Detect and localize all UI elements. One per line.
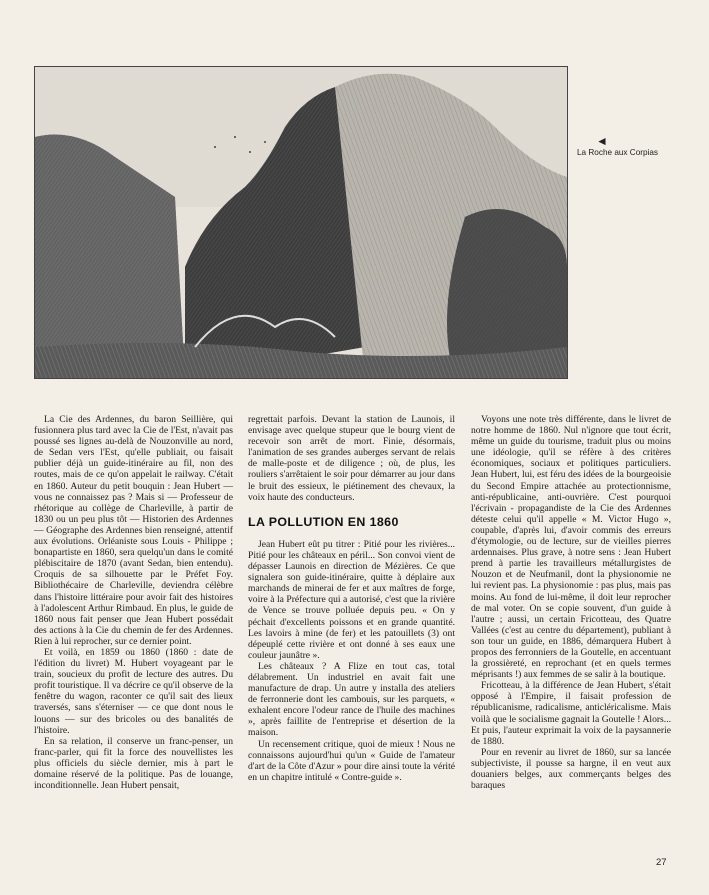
paragraph: En sa relation, il conserve un franc-penser, un franc-parler, qui fit la force des nouvellistes les plus officiels du siècle dernier, mis à part le domaine réservé de la politique. Pas de louange, inconditionnelle. Jean Hubert pensait, (34, 735, 233, 792)
text-column-3 (471, 414, 671, 791)
section-heading: LA POLLUTION EN 1860 (248, 514, 399, 529)
caption-text: La Roche aux Corpias (577, 148, 659, 157)
engraving-illustration (34, 66, 568, 379)
paragraph: Pour en revenir au livret de 1860, sur sa lancée subjectiviste, il pousse sa hargne, il en veut aux douaniers belges, aux commerçants belges des baraques (471, 746, 671, 792)
paragraph: Fricotteau, à la différence de Jean Hubert, s'était opposé à l'Empire, il faisait profession de républicanisme, radicalisme, anticléricalisme. Mais voilà que le socialisme gagnait la Goutelle ! Alors... Et puis, l'auteur exprimait la voix de la paysannerie de 1880. (471, 680, 671, 747)
paragraph: regrettait parfois. Devant la station de Launois, il envisage avec quelque stupeur que le bourg vient de recevoir son arrêt de mort. Finie, désormais, l'animation de ses grandes auberges servant de relais de malle-poste et de diligence ; où, de plus, les rouliers s'arrêtaient le soir pour démarrer au jour dans le bruit des essieux, le piétinement des chevaux, la voix haute des conducteurs. (248, 414, 455, 503)
text-column-1 (34, 414, 233, 791)
illustration-caption (577, 134, 659, 157)
paragraph: La Cie des Ardennes, du baron Seillière, qui fusionnera plus tard avec la Cie de l'Est, n'avait pas poussé ses lignes au-delà de Nouzonville au nord, de Sedan vers l'Est, qu'elle publiait, ou faisait publier déjà un guide-itinéraire au fil, non des routes, mais de ce qu'on appelait le railway. C'était en 1860. Auteur du petit bouquin : Jean Hubert — vous ne connaissez pas ? Mais si — Professeur de rhétorique au collège de Charleville, à partir de 1830 ou un peu plus tôt — Historien des Ardennes — Géographe des Ardennes bien renseigné, attentif aux évolutions. Orléaniste sous Louis - Philippe ; bonapartiste en 1860, sera quelqu'un dans le comité plébiscitaire de 1870 (avant Sedan, bien entendu). Croquis de sa silhouette par le Préfet Foy. Bibliothécaire de Charleville, deviendra célèbre dans l'histoire littéraire pour avoir fait des histoires à l'adolescent Arthur Rimbaud. En plus, le guide de 1860 nous fait penser que Jean Hubert possédait des actions à la Cie du chemin de fer des Ardennes. Rien à lui reprocher, sur ce dernier point. (34, 414, 233, 647)
paragraph: Voyons une note très différente, dans le livret de notre homme de 1860. Nul n'ignore que tout écrit, même un guide du tourisme, traduit plus ou moins une idéologie, qu'il se réfère à des critères économiques, sociaux et politiques particuliers. Jean Hubert, lui, est féru des idées de la bourgeoisie du Second Empire attachée au protectionnisme, anti-républicaine, anti-ouvrière. C'est pourquoi l'écrivain - propagandiste de la Cie des Ardennes déteste celui qu'il appelle « M. Victor Hugo », coupable, d'après lui, d'avoir commis des erreurs d'étymologie, ou de lecture, sur de vieilles pierres ardennaises. Plus grave, à notre sens : Jean Hubert prend à partie les travailleurs métallurgistes de Nouzon et de Neufmanil, dont la physionomie ne lui revient pas. La physionomie : pas plus, mais pas moins. Au fond de lui-même, il doit leur reprocher de mal voter. On se copie souvent, d'un guide à l'autre ; aussi, un certain Fricotteau, des Quatre Vallées (c'est au centre du département), publiant à son tour un guide, en 1886, démarquera Hubert à propos des ferronniers de la Goutelle, en accentuant la grossièreté, en reprochant (et en quels termes méprisants !) aux femmes de se salir à la boutique. (471, 414, 671, 681)
paragraph: Les châteaux ? A Flize en tout cas, total délabrement. Un industriel en avait fait une manufacture de drap. Un autre y installa des ateliers de ferronnerie dont les cambouis, sur les parquets, « exhalent encore l'odeur rance de l'huile des machines », après faillite de l'entreprise et désertion de la maison. (248, 660, 455, 739)
caption-arrow-icon: ◄ (596, 134, 608, 148)
text-column-2 (248, 414, 455, 783)
paragraph: Un recensement critique, quoi de mieux ! Nous ne connaissons aujourd'hui qu'un « Guide de l'amateur d'art de la Côte d'Azur » pour dire ainsi toute la vérité en un chapitre intitulé « Contre-guide ». (248, 738, 455, 783)
page-number: 27 (656, 857, 667, 868)
paragraph: Et voilà, en 1859 ou 1860 (1860 : date de l'édition du livret) M. Hubert voyageant par le train, soucieux du profit de lecture des autres. Du profit touristique. Il va décrire ce qu'il observe de la fenêtre du wagon, raconter ce qu'il sait des lieux traversés, sans s'éterniser — ce que dont nous le louons — sur des bricoles ou des banalités de l'histoire. (34, 646, 233, 736)
rock-engraving (35, 67, 567, 378)
paragraph: Jean Hubert eût pu titrer : Pitié pour les rivières... Pitié pour les châteaux en péril... Son convoi vient de dépasser Launois en direction de Mézières. Ce que signalera son guide-itinéraire, quitte à déplaire aux marchands de minerai de fer et aux maîtres de forge, voire à la Préfecture qui a autorisé, c'est que la rivière de Vence se trouve polluée depuis peu. « On y péchait d'excellents poissons et en grande quantité. Les lavoirs à mine (de fer) et les patouillets (3) ont dépeuplé cette rivière et ont donné à ses eaux une couleur jaunâtre ». (248, 538, 455, 661)
